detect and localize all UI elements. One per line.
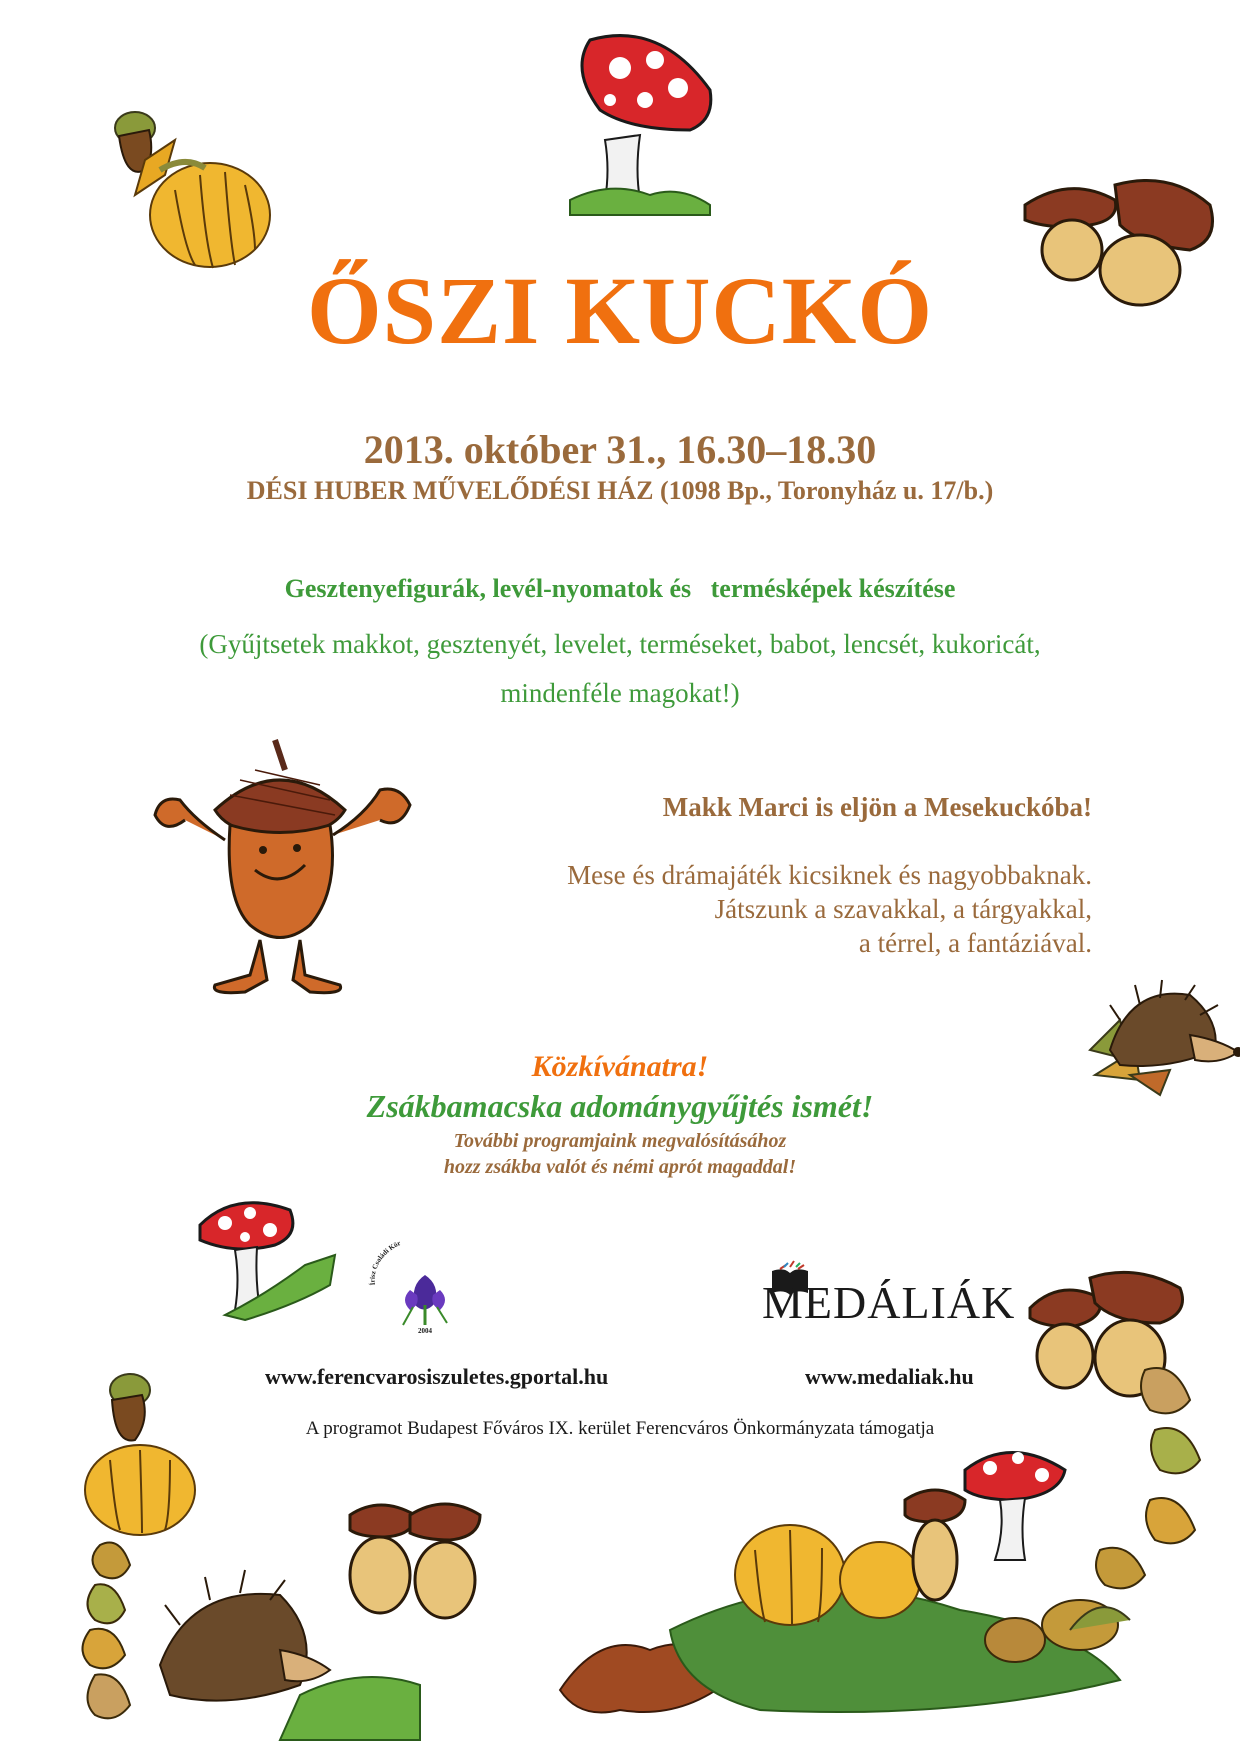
toadstool-icon xyxy=(570,30,715,215)
iris-logo-year: 2004 xyxy=(418,1327,432,1335)
svg-text:Írisz Családi Kör xyxy=(369,1239,402,1286)
autumn-border-right-icon xyxy=(560,1390,1230,1740)
donation-line1: Közkívánatra! xyxy=(531,1050,709,1083)
donation-details xyxy=(0,1128,1240,1180)
story-text xyxy=(567,858,1092,960)
page-title: ŐSZI KUCKÓ xyxy=(306,257,934,364)
story-line1: Mese és drámajáték kicsiknek és nagyobbaknak. xyxy=(567,860,1092,890)
story-line3: a térrel, a fantáziával. xyxy=(858,928,1092,958)
acorn-character-icon xyxy=(155,740,415,1000)
activities-note-line1: (Gyűjtsetek makkot, gesztenyét, levelet, terméseket, babot, lencsét, kukoricát, xyxy=(199,629,1041,659)
story-heading: Makk Marci is eljön a Mesekuckóba! xyxy=(662,792,1092,822)
activities-note-line2: mindenféle magokat!) xyxy=(500,678,740,708)
link-medaliak[interactable]: www.medaliak.hu xyxy=(805,1364,974,1389)
story-line2: Játszunk a szavakkal, a tárgyakkal, xyxy=(714,894,1092,924)
donation-line4: hozz zsákba valót és némi aprót magaddal! xyxy=(443,1156,797,1178)
event-date: 2013. október 31., 16.30–18.30 xyxy=(363,427,877,472)
autumn-border-left-icon xyxy=(80,1365,500,1740)
event-venue: DÉSI HUBER MŰVELŐDÉSI HÁZ (1098 Bp., Toronyház u. 17/b.) xyxy=(246,476,994,505)
link-ferencvaros[interactable]: www.ferencvarosiszuletes.gportal.hu xyxy=(265,1364,609,1389)
donation-line2: Zsákbamacska adománygyűjtés ismét! xyxy=(366,1088,874,1124)
iris-logo xyxy=(365,1239,485,1335)
donation-line3: További programjaink megvalósításához xyxy=(453,1130,787,1152)
iris-logo-text: Írisz Családi Kör xyxy=(368,1239,402,1286)
medaliak-logo: MEDÁLIÁK xyxy=(762,1277,1016,1328)
activities-heading: Gesztenyefigurák, levél-nyomatok és termésképek készítése xyxy=(284,574,956,603)
small-toadstool-icon xyxy=(195,1195,335,1320)
support-note: A programot Budapest Főváros IX. kerület Ferencváros Önkormányzata támogatja xyxy=(305,1418,935,1439)
